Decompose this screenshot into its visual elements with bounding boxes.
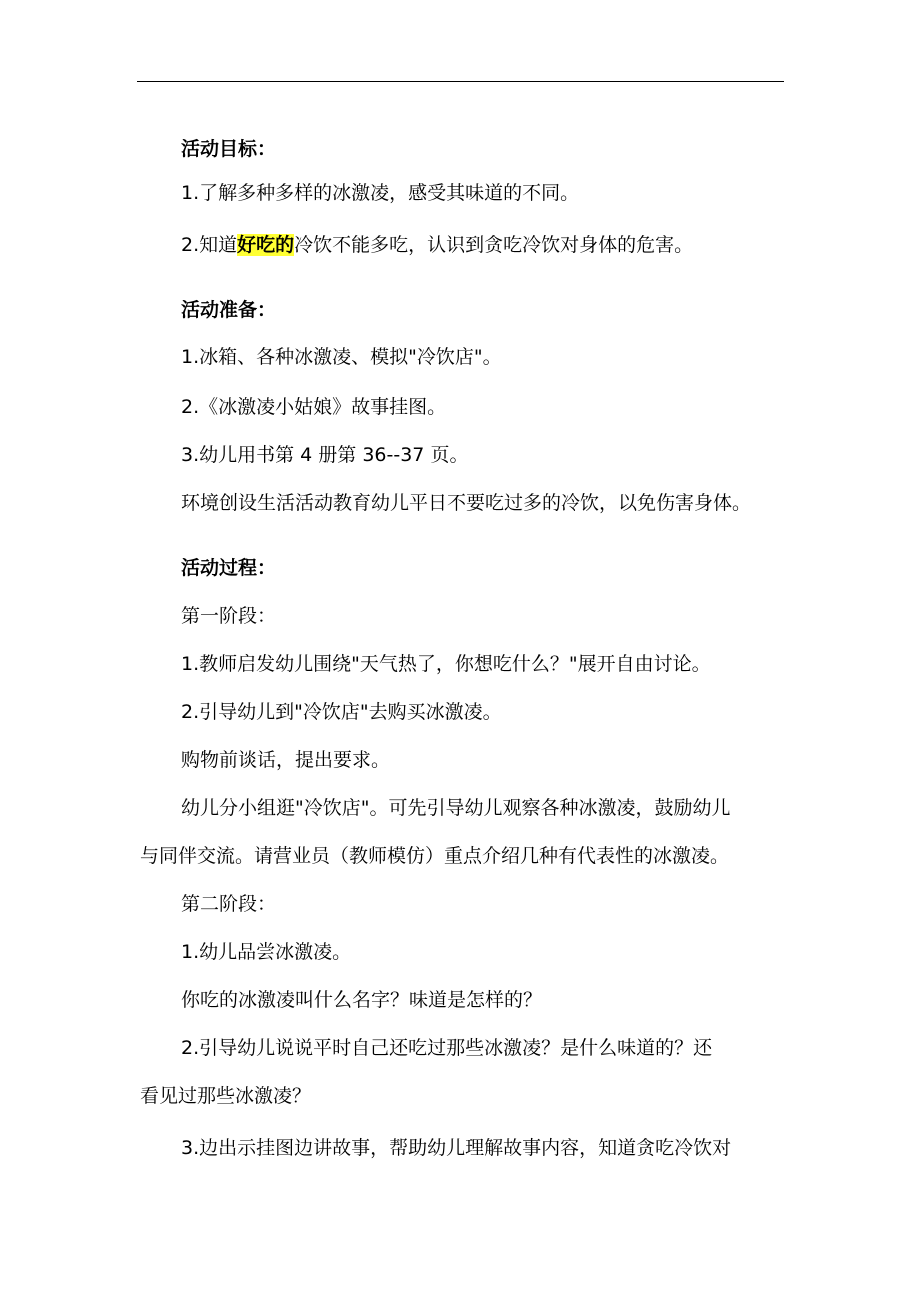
goals-item-2-prefix: 2.知道: [181, 234, 238, 256]
preparation-note: 环境创设生活活动教育幼儿平日不要吃过多的冷饮，以免伤害身体。: [181, 492, 752, 514]
stage-1-paragraph-line-2: 与同伴交流。请营业员（教师模仿）重点介绍几种有代表性的冰激凌。: [140, 845, 730, 867]
stage-2-item-2-line-1: 2.引导幼儿说说平时自己还吃过那些冰激凌？是什么味道的？还: [181, 1037, 713, 1059]
goals-item-1: 1.了解多种多样的冰激凌，感受其味道的不同。: [181, 182, 580, 204]
goals-item-2: [181, 233, 693, 257]
stage-2-label: 第二阶段：: [181, 893, 277, 915]
stage-1-label: 第一阶段：: [181, 605, 277, 627]
goals-item-2-suffix: 冷饮不能多吃，认识到贪吃冷饮对身体的危害。: [294, 234, 694, 256]
header-rule: [137, 81, 784, 82]
stage-2-question: 你吃的冰激凌叫什么名字？味道是怎样的？: [181, 989, 543, 1011]
stage-1-talk: 购物前谈话，提出要求。: [181, 749, 391, 771]
preparation-heading: 活动准备：: [181, 299, 277, 321]
preparation-item-2: 2.《冰激凌小姑娘》故事挂图。: [181, 396, 447, 418]
stage-1-item-2: 2.引导幼儿到"冷饮店"去购买冰激凌。: [181, 701, 502, 723]
stage-1-paragraph-line-1: 幼儿分小组逛"冷饮店"。可先引导幼儿观察各种冰激凌，鼓励幼儿: [181, 797, 731, 819]
preparation-item-1: 1.冰箱、各种冰激凌、模拟"冷饮店"。: [181, 346, 502, 368]
stage-2-item-2-line-2: 看见过那些冰激凌？: [140, 1085, 312, 1107]
goals-heading: 活动目标：: [181, 138, 277, 160]
stage-2-item-3: 3.边出示挂图边讲故事，帮助幼儿理解故事内容，知道贪吃冷饮对: [181, 1137, 732, 1159]
preparation-item-3: 3.幼儿用书第 4 册第 36--37 页。: [181, 444, 469, 466]
process-heading: 活动过程：: [181, 557, 277, 579]
stage-1-item-1: 1.教师启发幼儿围绕"天气热了，你想吃什么？"展开自由讨论。: [181, 653, 711, 675]
goals-item-2-highlight: 好吃的: [237, 234, 295, 256]
stage-2-item-1: 1.幼儿品尝冰激凌。: [181, 941, 352, 963]
